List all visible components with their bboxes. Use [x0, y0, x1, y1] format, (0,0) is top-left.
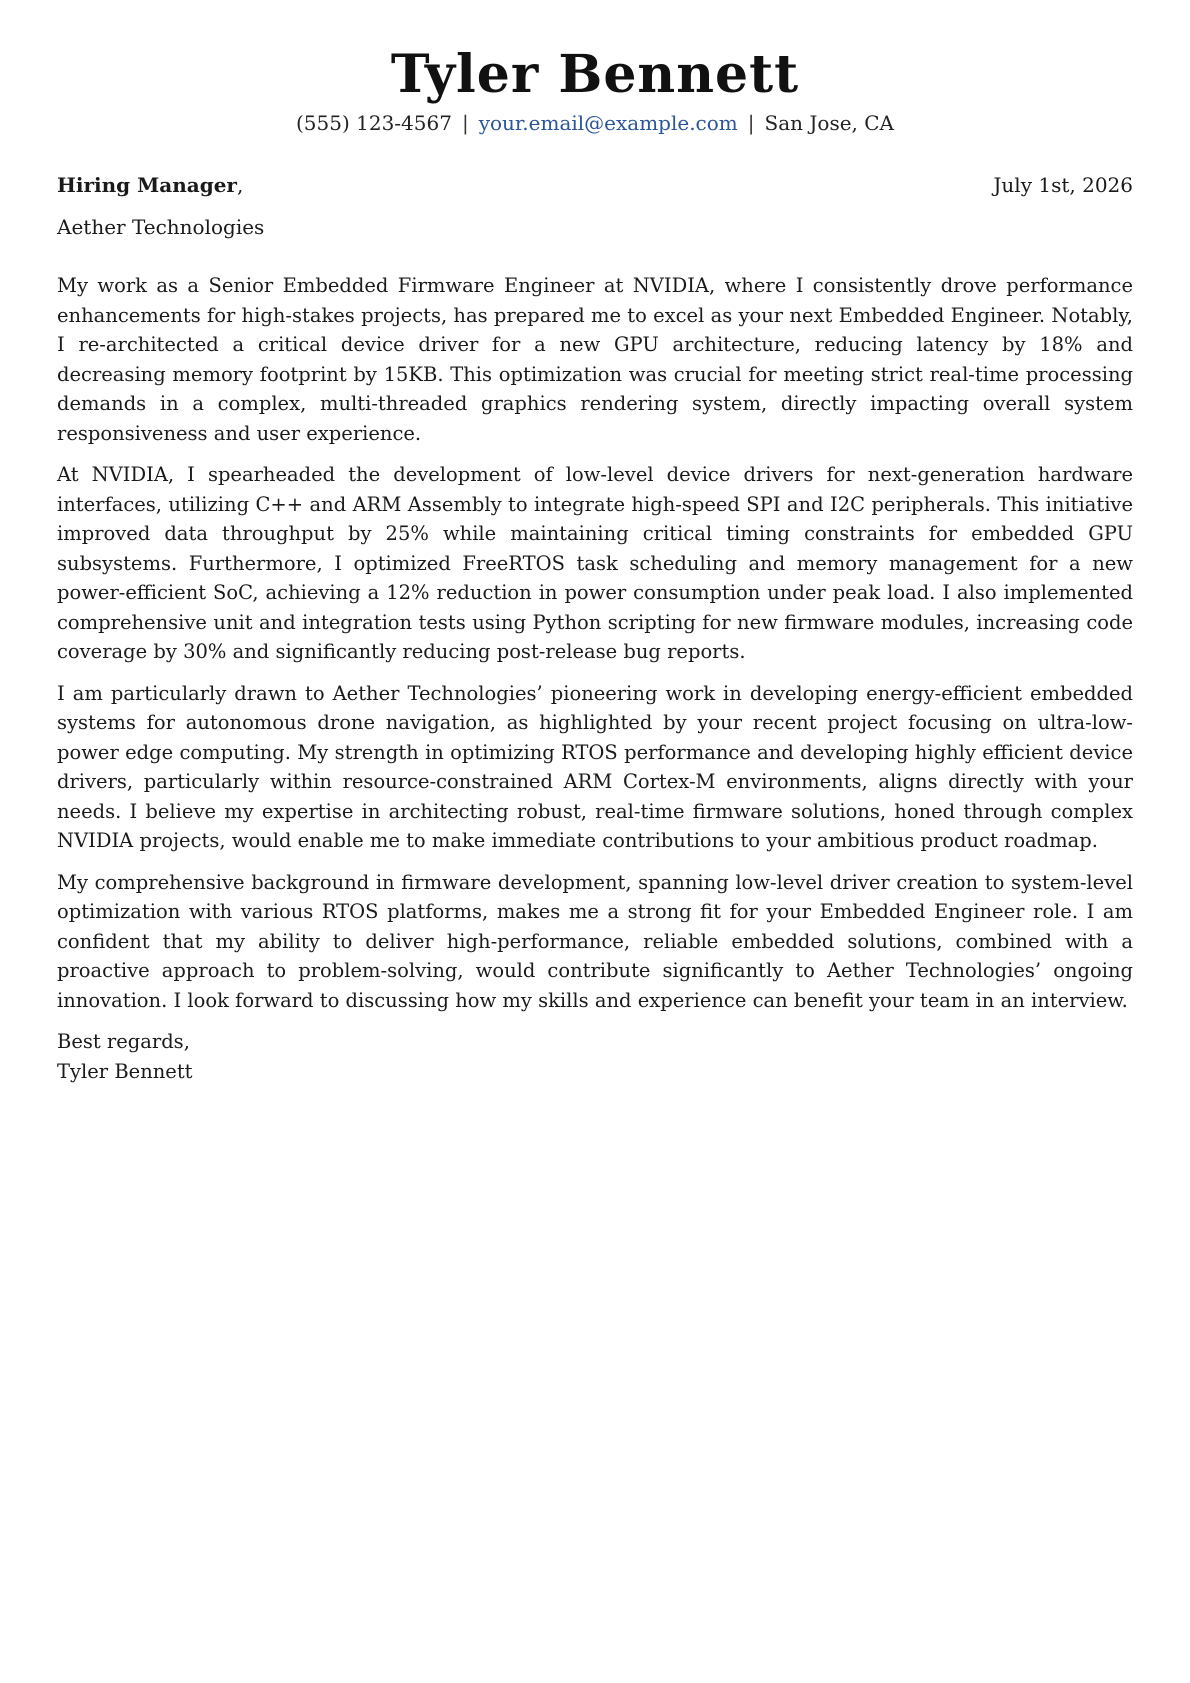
- recipient-name: Hiring Manager: [57, 173, 237, 197]
- signature-name: Tyler Bennett: [57, 1059, 193, 1083]
- recipient-line: [57, 171, 243, 199]
- company-name: Aether Technologies: [57, 215, 265, 239]
- recipient-comma: ,: [236, 173, 244, 197]
- contact-line: [57, 109, 1133, 137]
- closing-salutation: Best regards,: [57, 1030, 190, 1053]
- letter-body: [57, 271, 1133, 1015]
- body-paragraph-3: I am particularly drawn to Aether Technologies’ pioneering work in developing energy-efficient embedded systems for autonomous drone navigation, as highlighted by your recent project focusing on ultra-low-power edge computing. My strength in optimizing RTOS performance and developing highly efficient device drivers, particularly within resource-constrained ARM Cortex-M environments, aligns directly with your needs. I believe my expertise in architecting robust, real-time firmware solutions, honed through complex NVIDIA projects, would enable me to make immediate contributions to your ambitious product roadmap.: [57, 681, 1133, 852]
- body-paragraph-1: My work as a Senior Embedded Firmware Engineer at NVIDIA, where I consistently drove performance enhancements for high-stakes projects, has prepared me to excel as your next Embedded Engineer. Notably, I re-architected a critical device driver for a new GPU architecture, reducing latency by 18% and decreasing memory footprint by 15KB. This optimization was crucial for meeting strict real-time processing demands in a complex, multi-threaded graphics rendering system, directly impacting overall system responsiveness and user experience.: [57, 274, 1133, 445]
- email-link[interactable]: your.email@example.com: [478, 111, 738, 135]
- body-paragraph-2: At NVIDIA, I spearheaded the development of low-level device drivers for next-generation hardware interfaces, utilizing C++ and ARM Assembly to integrate high-speed SPI and I2C peripherals. This initiative improved data throughput by 25% while maintaining critical timing constraints for embedded GPU subsystems. Furthermore, I optimized FreeRTOS task scheduling and memory management for a new power-efficient SoC, achieving a 12% reduction in power consumption under peak load. I also implemented comprehensive unit and integration tests using Python scripting for new firmware modules, increasing code coverage by 30% and significantly reducing post-release bug reports.: [57, 463, 1133, 663]
- contact-separator: |: [747, 111, 755, 135]
- phone-number: (555) 123-4567: [295, 111, 452, 135]
- applicant-name: Tyler Bennett: [390, 44, 800, 105]
- contact-separator: |: [461, 111, 469, 135]
- body-paragraph-4: My comprehensive background in firmware development, spanning low-level driver creation to system-level optimization with various RTOS platforms, makes me a strong fit for your Embedded Engineer role. I am confident that my ability to deliver high-performance, reliable embedded solutions, combined with a proactive approach to problem-solving, would contribute significantly to Aether Technologies’ ongoing innovation. I look forward to discussing how my skills and experience can benefit your team in an interview.: [57, 870, 1133, 1012]
- location: San Jose, CA: [764, 111, 894, 135]
- recipient-date-row: [57, 171, 1133, 199]
- letter-date: July 1st, 2026: [993, 173, 1133, 197]
- closing-block: [57, 1027, 1133, 1086]
